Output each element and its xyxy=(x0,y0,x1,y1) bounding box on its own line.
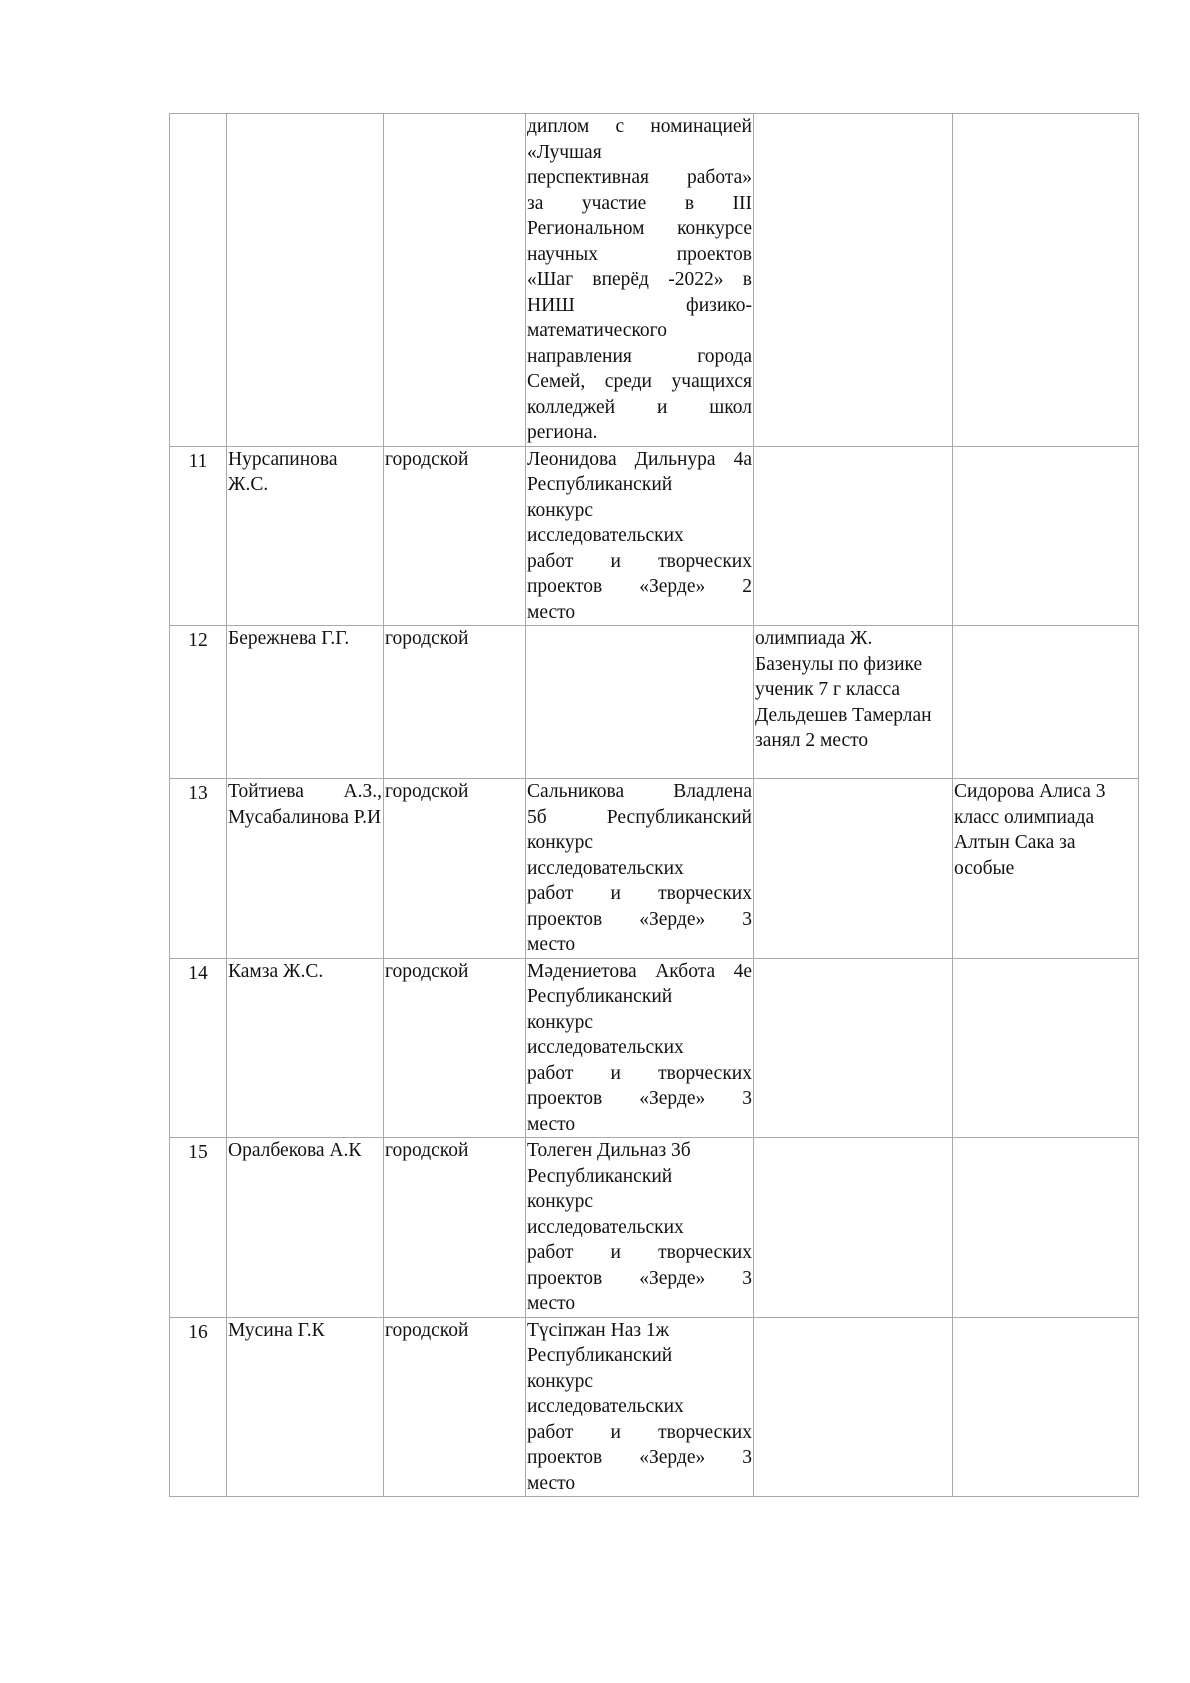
result-text-line: за участие в III xyxy=(527,192,752,214)
olympiad-result-cell xyxy=(754,779,953,959)
result-text-line: направления города xyxy=(527,345,752,367)
result-text-line: Мәдениетова Акбота 4е xyxy=(527,960,752,982)
table-row xyxy=(170,446,1139,626)
teacher-cell: Тойтиева А.З., Мусабалинова Р.И xyxy=(227,779,384,959)
result-text-line: исследовательских xyxy=(527,525,684,546)
project-result-cell xyxy=(526,114,754,447)
other-result-cell xyxy=(953,114,1139,447)
other-result-cell xyxy=(953,626,1139,779)
project-result-cell xyxy=(526,958,754,1138)
row-number: 16 xyxy=(170,1317,227,1497)
row-number: 12 xyxy=(170,626,227,779)
result-text-line: место xyxy=(527,934,576,955)
project-result-cell xyxy=(526,779,754,959)
result-text-line: исследовательских xyxy=(527,1216,684,1238)
result-text-line: место xyxy=(527,1293,576,1314)
other-result-cell: Сидорова Алиса 3 класс олимпиада Алтын Сака за особые xyxy=(953,779,1139,959)
result-text-line: 5б Республиканский xyxy=(527,806,752,828)
olympiad-result-cell xyxy=(754,958,953,1138)
project-result-cell xyxy=(526,446,754,626)
result-text-line: диплом с номинацией xyxy=(527,116,752,137)
result-text-line: Семей, среди учащихся xyxy=(527,371,752,392)
result-text-line: конкурс xyxy=(527,499,594,521)
result-text-line: проектов «Зерде» 3 xyxy=(527,908,752,930)
result-text-line: Сальникова Владлена xyxy=(527,781,752,802)
level-cell: городской xyxy=(384,1138,526,1318)
result-text-line: проектов «Зерде» 2 xyxy=(527,576,752,597)
level-cell: городской xyxy=(384,1317,526,1497)
result-text-line: работ и творческих xyxy=(527,1062,752,1084)
result-text-line: колледжей и школ xyxy=(527,396,752,418)
olympiad-result-cell xyxy=(754,114,953,447)
teacher-cell: Мусина Г.К xyxy=(227,1317,384,1497)
result-text-line: «Лучшая xyxy=(527,141,602,163)
project-result-cell xyxy=(526,626,754,779)
result-text-line: конкурс xyxy=(527,1370,594,1392)
table-row xyxy=(170,1317,1139,1497)
level-cell xyxy=(384,114,526,447)
result-text-line: исследовательских xyxy=(527,857,684,879)
project-result-cell xyxy=(526,1138,754,1318)
result-text-line: проектов «Зерде» 3 xyxy=(527,1267,752,1289)
result-text-line: Түсіпжан Наз 1ж xyxy=(527,1319,670,1341)
result-text-line: «Шаг вперёд -2022» в xyxy=(527,269,752,290)
result-text-line: Республиканский xyxy=(527,1165,673,1187)
row-number: 14 xyxy=(170,958,227,1138)
result-text-line: место xyxy=(527,1472,576,1494)
result-text-line: Толеген Дильназ 3б xyxy=(527,1140,691,1161)
teacher-cell: Бережнева Г.Г. xyxy=(227,626,384,779)
olympiad-result-cell xyxy=(754,1317,953,1497)
result-text-line: работ и творческих xyxy=(527,883,752,904)
result-text-line: исследовательских xyxy=(527,1396,684,1417)
result-text-line: работ и творческих xyxy=(527,1421,752,1443)
olympiad-result-cell xyxy=(754,446,953,626)
result-text-line: региона. xyxy=(527,422,598,443)
teacher-cell xyxy=(227,114,384,447)
result-text-line: место xyxy=(527,601,576,623)
other-result-cell xyxy=(953,1317,1139,1497)
row-number: 11 xyxy=(170,446,227,626)
level-cell: городской xyxy=(384,779,526,959)
table-row xyxy=(170,626,1139,779)
other-result-cell xyxy=(953,1138,1139,1318)
result-text-line: Республиканский xyxy=(527,1345,673,1366)
result-text-line: работ и творческих xyxy=(527,1242,752,1263)
result-text-line: научных проектов xyxy=(527,243,752,265)
result-text-line: НИШ физико- xyxy=(527,294,752,316)
project-result-cell xyxy=(526,1317,754,1497)
result-text-line: Леонидова Дильнура 4а xyxy=(527,448,752,470)
result-text-line: Республиканский xyxy=(527,986,673,1007)
teacher-cell: Камза Ж.С. xyxy=(227,958,384,1138)
level-cell: городской xyxy=(384,958,526,1138)
olympiad-result-cell xyxy=(754,1138,953,1318)
result-text-line: конкурс xyxy=(527,1191,594,1212)
teacher-cell: Оралбекова А.К xyxy=(227,1138,384,1318)
result-text-line: перспективная работа» xyxy=(527,167,752,188)
result-text-line: математического xyxy=(527,320,667,341)
level-cell: городской xyxy=(384,626,526,779)
table-row xyxy=(170,114,1139,447)
olympiad-result-cell: олимпиада Ж. Базенулы по физике ученик 7 г класса Дельдешев Тамерлан занял 2 место xyxy=(754,626,953,779)
result-text-line: конкурс xyxy=(527,832,594,853)
result-text-line: Региональном конкурсе xyxy=(527,218,752,239)
row-number xyxy=(170,114,227,447)
row-number: 15 xyxy=(170,1138,227,1318)
result-text-line: проектов «Зерде» 3 xyxy=(527,1088,752,1109)
result-text-line: исследовательских xyxy=(527,1037,684,1058)
other-result-cell xyxy=(953,958,1139,1138)
result-text-line: конкурс xyxy=(527,1011,594,1033)
teacher-cell: Нурсапинова Ж.С. xyxy=(227,446,384,626)
table-row xyxy=(170,1138,1139,1318)
result-text-line: Республиканский xyxy=(527,474,673,495)
other-result-cell xyxy=(953,446,1139,626)
table-row xyxy=(170,779,1139,959)
result-text-line: проектов «Зерде» 3 xyxy=(527,1447,752,1468)
table-row xyxy=(170,958,1139,1138)
result-text-line: работ и творческих xyxy=(527,550,752,572)
level-cell: городской xyxy=(384,446,526,626)
result-text-line: место xyxy=(527,1113,576,1135)
results-table xyxy=(169,113,1139,1497)
row-number: 13 xyxy=(170,779,227,959)
